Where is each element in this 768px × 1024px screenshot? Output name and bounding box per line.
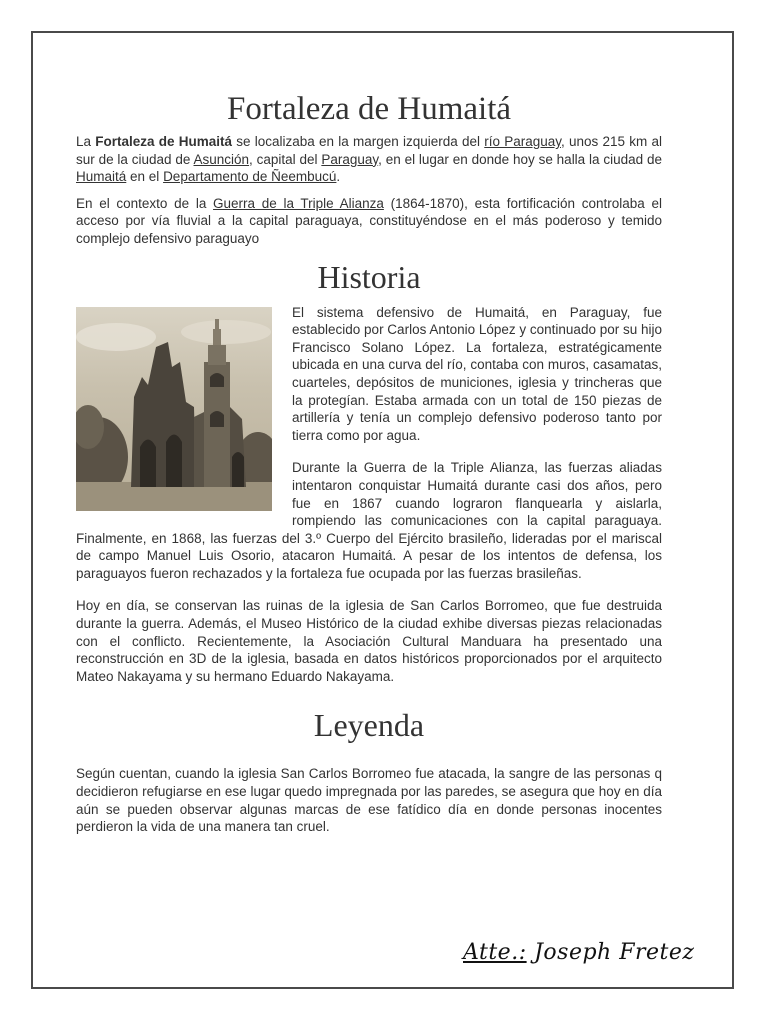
text-run: (1864-1870), esta fortificación controlaba el acceso por vía fluvial a la capital paraguaya, constituyéndose en el más poderoso y temido complejo defensivo paraguayo <box>76 195 662 246</box>
link-asuncion[interactable]: Asunción <box>193 151 250 167</box>
link-humaita[interactable]: Humaitá <box>76 169 127 185</box>
text-run: , unos 215 km al sur de la ciudad de <box>76 134 662 167</box>
link-guerra-triple-alianza[interactable]: Guerra de la Triple Alianza <box>213 195 384 211</box>
leyenda-paragraph: Según cuentan, cuando la iglesia San Carlos Borromeo fue atacada, la sangre de las personas q decidieron refugiarse en ese lugar quedo impregnada por las paredes, se asegura que hoy en día aún se pueden observar algunas marcas de ese fatídico día en donde personas inocentes perdieron la vida de una manera tan cruel. <box>76 766 662 835</box>
text-run: , en el lugar en donde hoy se halla la ciudad de <box>378 151 662 167</box>
text-run: , capital del <box>249 151 322 167</box>
intro-paragraph-2 <box>76 195 662 248</box>
section-heading-leyenda: Leyenda <box>313 707 425 744</box>
bold-term: Fortaleza de Humaitá <box>95 134 232 149</box>
link-rio-paraguay[interactable]: río Paraguay <box>484 134 562 149</box>
link-departamento-neembucu[interactable]: Departamento de Ñeembucú <box>163 169 337 185</box>
historia-paragraph-1: El sistema defensivo de Humaitá, en Paraguay, fue establecido por Carlos Antonio López y continuado por su hijo Francisco Solano López. La fortaleza, estratégicamente ubicada en una curva del río, contaba con muros, casamatas, cuarteles, depósitos de municiones, iglesia y trincheras que la protegían. Estaba armada con un total de 150 piezas de artillería y tenía un complejo defensivo poderoso tanto por tierra como por agua. <box>292 304 662 443</box>
document-body <box>76 58 662 836</box>
signature-prefix: Atte.: <box>463 940 527 965</box>
section-heading-historia: Historia <box>317 258 421 295</box>
signature-name: Joseph Fretez <box>526 940 695 965</box>
text-run: La <box>76 134 96 149</box>
historia-paragraph-2: Durante la Guerra de la Triple Alianza, las fuerzas aliadas intentaron conquistar Humaitá durante casi dos años, pero fue en 1867 cuando lograron flanquearla y aislarla, rompiendo las comunicaciones con la capital paraguaya. Finalmente, en 1868, las fuerzas del 3.º Cuerpo del Ejército brasileño, lideradas por el mariscal de campo Manuel Luis Osorio, atacaron Humaitá. A pesar de los intentos de defensa, los paraguayos fueron rechazados y la fortaleza fue ocupada por las fuerzas brasileñas. <box>76 460 662 581</box>
link-paraguay[interactable]: Paraguay <box>321 151 379 167</box>
page-title: Fortaleza de Humaitá <box>226 91 512 127</box>
ruins-illustration <box>76 307 272 511</box>
text-run: . <box>336 169 341 185</box>
text-run: se localizaba en la margen izquierda del <box>232 134 485 149</box>
church-ruins-photo <box>76 307 272 511</box>
signature <box>463 940 694 965</box>
intro-paragraph-1 <box>76 133 662 186</box>
text-run: En el contexto de la <box>76 195 214 211</box>
text-run: en el <box>126 169 164 185</box>
historia-paragraph-3: Hoy en día, se conservan las ruinas de la iglesia de San Carlos Borromeo, que fue destruida durante la guerra. Además, el Museo Histórico de la ciudad exhibe diversas piezas relacionadas con el conflicto. Recientemente, la Asociación Cultural Manduara ha presentado una reconstrucción en 3D de la iglesia, basada en datos históricos proporcionados por el arquitecto Mateo Nakayama y su hermano Eduardo Nakayama. <box>76 598 662 684</box>
